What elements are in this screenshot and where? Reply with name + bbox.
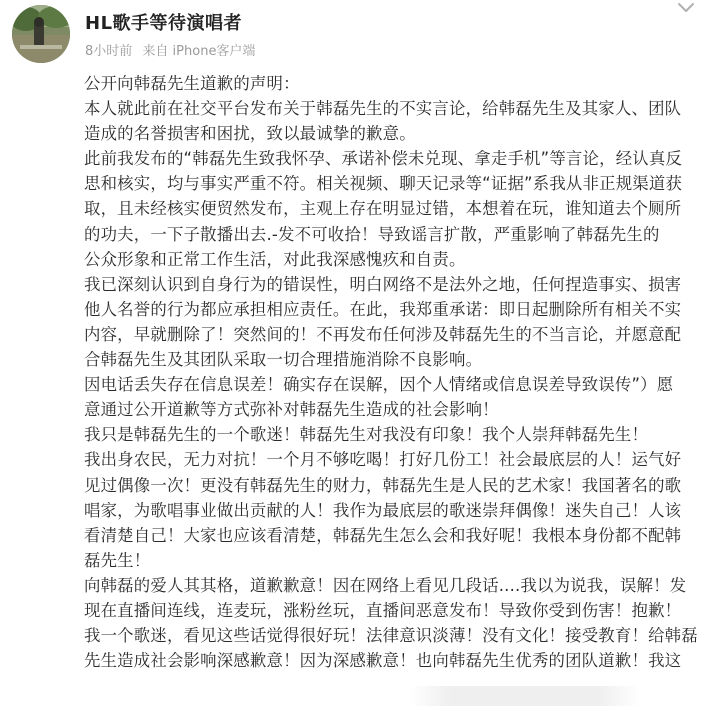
- post-text-line: 先生造成社会影响深感歉意！因为深感歉意！也向韩磊先生优秀的团队道歉！我这: [84, 651, 682, 671]
- username[interactable]: HL歌手等待演唱者: [85, 13, 243, 34]
- post-text-line: 公众形象和正常工作生活，对此我深感愧疚和自责。: [84, 249, 466, 269]
- post-text-line: 的功夫，一下子散播出去.-发不可收拾！导致谣言扩散，严重影响了韩磊先生的: [84, 224, 660, 244]
- post-text-line: 我已深刻认识到自身行为的错误性，明白网络不是法外之地，任何捏造事实、损害: [84, 274, 682, 294]
- post-text-line: 我只是韩磊先生的一个歌迷！韩磊先生对我没有印象！我个人崇拜韩磊先生！: [84, 425, 649, 445]
- post-text-line: 见过偶像一次！更没有韩磊先生的财力，韩磊先生是人民的艺术家！我国著名的歌: [84, 475, 682, 495]
- post-text-line: 他人名誉的行为都应承担相应责任。在此，我郑重承诺：即日起删除所有相关不实: [84, 299, 682, 319]
- blur-overlay: [410, 686, 640, 706]
- post-source: 来自 iPhone客户端: [142, 44, 256, 59]
- post-text-line: 唱家，为歌唱事业做出贡献的人！我作为最底层的歌迷崇拜偶像！迷失自己！人该: [84, 500, 682, 520]
- post-text-line: 合韩磊先生及其团队采取一切合理措施消除不良影响。: [84, 350, 483, 370]
- post-text-line: 造成的名誉损害和困扰，致以最诚挚的歉意。: [84, 124, 416, 144]
- post-text-line: 向韩磊的爱人其其格，道歉歉意！因在网络上看见几段话....我以为说我，误解！发: [84, 575, 687, 595]
- post-text-line: 看清楚自己！大家也应该看清楚，韩磊先生怎么会和我好呢！我根本身份都不配韩: [84, 525, 682, 545]
- post-text-line: 公开向韩磊先生道歉的声明：: [84, 74, 300, 93]
- post-time: 8小时前: [85, 44, 133, 59]
- post-text-line: 因电话丢失存在信息误差！确实存在误解，因个人情绪或信息误差导致误传”）愿: [84, 375, 674, 395]
- post-meta: [85, 40, 261, 59]
- post-text-line: 我出身农民，无力对抗！一个月不够吃喝！打好几份工！社会最底层的人！运气好: [84, 450, 682, 470]
- post-text-line: 内容，早就删除了！突然间的！不再发布任何涉及韩磊先生的不当言论，并愿意配: [84, 324, 682, 344]
- post-body: [84, 71, 702, 673]
- avatar-image: [12, 5, 70, 63]
- post-text-line: 意通过公开道歉等方式弥补对韩磊先生造成的社会影响！: [84, 400, 499, 420]
- post-text-line: 我一个歌迷，看见这些话觉得很好玩！法律意识淡薄！没有文化！接受教育！给韩磊: [84, 626, 698, 646]
- chevron-down-icon[interactable]: [672, 0, 700, 22]
- post-text-line: 磊先生！: [84, 550, 151, 570]
- post-text-line: 现在直播间连线，连麦玩，涨粉丝玩，直播间恶意发布！导致你受到伤害！抱歉！: [84, 600, 682, 620]
- avatar[interactable]: [12, 5, 70, 63]
- post-text-line: 取，且未经核实便贸然发布，主观上存在明显过错，本想着在玩，谁知道去个厕所: [84, 199, 682, 219]
- post-text-line: 思和核实，均与事实严重不符。相关视频、聊天记录等“证据”系我从非正规渠道获: [84, 174, 683, 194]
- post-text-line: 此前我发布的“韩磊先生致我怀孕、承诺补偿未兑现、拿走手机”等言论，经认真反: [84, 149, 683, 169]
- post-text-line: 本人就此前在社交平台发布关于韩磊先生的不实言论，给韩磊先生及其家人、团队: [84, 99, 682, 119]
